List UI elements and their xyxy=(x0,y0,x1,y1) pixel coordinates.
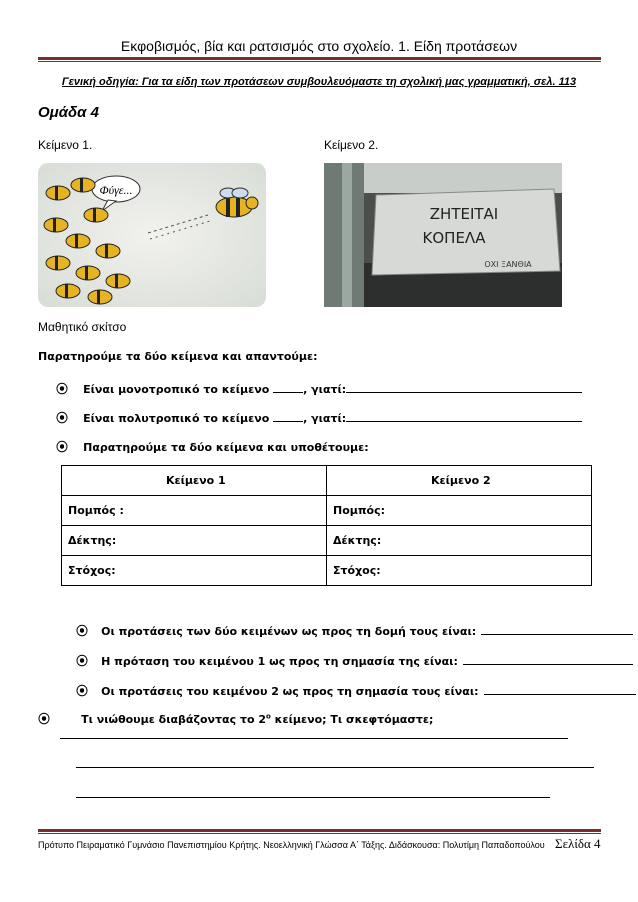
bullet-icon: ⦿ xyxy=(56,382,69,396)
sign-line-3: ΟΧΙ ΞΑΝΘΙΑ xyxy=(484,260,532,269)
footer-text: Πρότυπο Πειραματικό Γυμνάσιο Πανεπιστημίου Κρήτης. Νεοελληνική Γλώσσα Α΄ Τάξης. Διδάσκουσα: Πολυτίμη Παπαδοπούλου xyxy=(38,840,545,850)
bullet-icon: ⦿ xyxy=(38,712,51,726)
question-2-mid: , γιατί: xyxy=(303,412,347,425)
question-row-2 xyxy=(56,407,582,426)
general-guideline: Γενική οδηγία: Για τα είδη των προτάσεων συμβουλευόμαστε τη σχολική μας γραμματική, σελ. 113 xyxy=(61,76,577,88)
table-header-row xyxy=(62,466,592,496)
answer-blank-2a[interactable] xyxy=(273,409,303,422)
table-cell[interactable]: Δέκτης: xyxy=(327,526,592,556)
bullet-icon: ⦿ xyxy=(76,654,89,668)
footer-rule-top xyxy=(38,829,601,832)
table-header-col1: Κείμενο 1 xyxy=(62,466,327,496)
answer-line-3[interactable] xyxy=(76,797,550,798)
table-row xyxy=(62,526,592,556)
answer-line-2[interactable] xyxy=(76,767,594,768)
table-header-col2: Κείμενο 2 xyxy=(327,466,592,496)
question-1-text: Είναι μονοτροπικό το κείμενο xyxy=(83,383,274,396)
table-cell[interactable]: Πομπός : xyxy=(62,496,327,526)
answer-blank-sub3[interactable] xyxy=(484,682,636,695)
comparison-table xyxy=(61,465,592,586)
speech-bubble-text: Φύγε... xyxy=(99,183,133,197)
bullet-icon: ⦿ xyxy=(76,684,89,698)
answer-line-1[interactable] xyxy=(60,738,568,739)
header-rule-bottom xyxy=(38,61,601,62)
table-cell[interactable]: Στόχος: xyxy=(327,556,592,586)
sub-question-row-2 xyxy=(76,650,633,669)
sign-photo-image xyxy=(324,163,562,307)
answer-blank-sub1[interactable] xyxy=(481,622,633,635)
sub-question-row-3 xyxy=(76,680,636,699)
question-3-text: Παρατηρούμε τα δύο κείμενα και υποθέτουμε: xyxy=(83,441,369,454)
sub-question-3-text: Οι προτάσεις του κειμένου 2 ως προς τη σημασία τους είναι: xyxy=(101,685,479,698)
instruction-heading: Παρατηρούμε τα δύο κείμενα και απαντούμε: xyxy=(38,350,318,363)
question-2-text: Είναι πολυτροπικό το κείμενο xyxy=(83,412,274,425)
answer-blank-sub2[interactable] xyxy=(463,652,633,665)
group-title: Ομάδα 4 xyxy=(38,104,99,121)
bullet-icon: ⦿ xyxy=(56,440,69,454)
table-cell[interactable]: Δέκτης: xyxy=(62,526,327,556)
question-row-1 xyxy=(56,378,582,397)
sub-question-1-text: Οι προτάσεις των δύο κειμένων ως προς τη δομή τους είναι: xyxy=(101,625,477,638)
question-1-mid: , γιατί: xyxy=(303,383,347,396)
sign-line-2: ΚΟΠΕΛΑ xyxy=(422,229,486,247)
question-row-3 xyxy=(56,436,369,455)
sub-question-row-1 xyxy=(76,620,633,639)
sub-question-2-text: Η πρόταση του κειμένου 1 ως προς τη σημασία της είναι: xyxy=(101,655,458,668)
header-rule-top xyxy=(38,57,601,60)
table-cell[interactable]: Πομπός: xyxy=(327,496,592,526)
footer-rule-bottom xyxy=(38,833,601,834)
bullet-icon: ⦿ xyxy=(56,411,69,425)
table-cell[interactable]: Στόχος: xyxy=(62,556,327,586)
sign-line-1: ΖΗΤΕΙΤΑΙ xyxy=(429,205,499,223)
answer-blank-1b[interactable] xyxy=(346,380,582,393)
bullet-icon: ⦿ xyxy=(76,624,89,638)
page-header-title: Εκφοβισμός, βία και ρατσισμός στο σχολείο. 1. Είδη προτάσεων xyxy=(120,38,518,54)
student-sketch-image xyxy=(38,163,266,307)
image1-caption: Μαθητικό σκίτσο xyxy=(38,320,127,334)
text1-label: Κείμενο 1. xyxy=(38,138,93,152)
final-question-text: Τι νιώθουμε διαβάζοντας το $2^o$ κείμενο; Τι σκεφτόμαστε; xyxy=(81,712,434,726)
answer-blank-2b[interactable] xyxy=(346,409,582,422)
final-question-row xyxy=(38,708,433,727)
table-row xyxy=(62,556,592,586)
answer-blank-1a[interactable] xyxy=(273,380,303,393)
table-row xyxy=(62,496,592,526)
page-number: Σελίδα 4 xyxy=(555,836,601,851)
text2-label: Κείμενο 2. xyxy=(324,138,379,152)
